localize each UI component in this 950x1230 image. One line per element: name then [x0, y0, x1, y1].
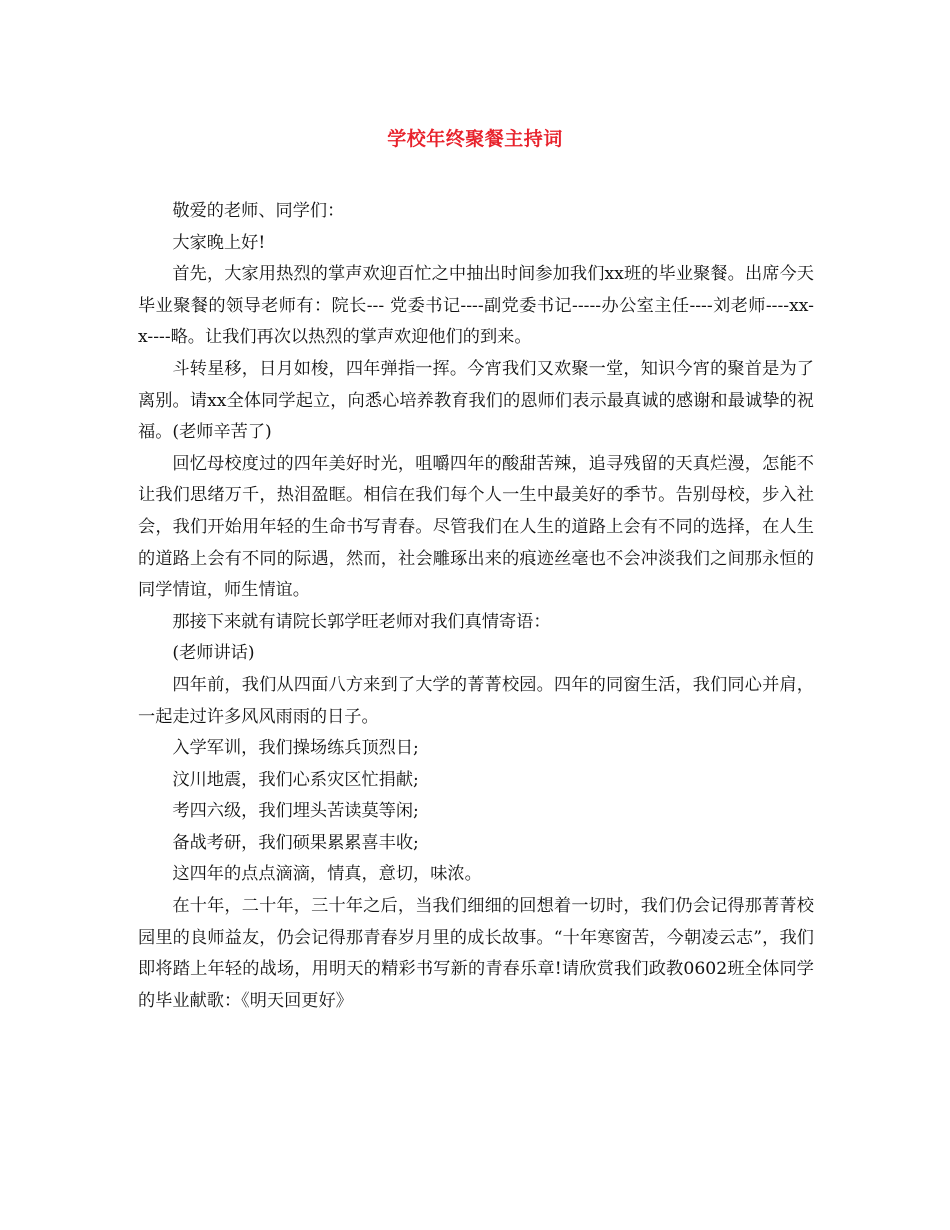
paragraph-earthquake: 汶川地震，我们心系灾区忙捐献;: [172, 769, 419, 790]
paragraph-military-training: 入学军训，我们操场练兵顶烈日;: [172, 738, 419, 759]
paragraph-teacher-speech: (老师讲话): [172, 643, 255, 664]
paragraph-cet-exams: 考四六级，我们埋头苦读莫等闲;: [172, 801, 419, 822]
document-body: [138, 196, 814, 1017]
paragraph-thanks-teachers: 斗转星移，日月如梭，四年弹指一挥。今宵我们又欢聚一堂，知识今宵的聚首是为了离别。请xx全体同学起立，向悉心培养教育我们的恩师们表示最真诚的感谢和最诚挚的祝福。(老师辛苦了): [138, 358, 814, 443]
document-title: 学校年终聚餐主持词: [387, 128, 563, 150]
paragraph-invite-dean: 那接下来就有请院长郭学旺老师对我们真情寄语：: [172, 611, 551, 632]
paragraph-good-evening: 大家晚上好!: [172, 232, 266, 253]
paragraph-graduate-exam: 备战考研，我们硕果累累喜丰收;: [172, 832, 419, 853]
paragraph-four-years-summary: 这四年的点点滴滴，情真，意切，味浓。: [172, 864, 482, 885]
paragraph-greeting: 敬爱的老师、同学们：: [172, 201, 345, 221]
paragraph-memories: 回忆母校度过的四年美好时光，咀嚼四年的酸甜苦辣，追寻残留的天真烂漫，怎能不让我们思绪万千，热泪盈眶。相信在我们每个人一生中最美好的季节。告别母校，步入社会，我们开始用年轻的生命书写青春。尽管我们在人生的道路上会有不同的选择，在人生的道路上会有不同的际遇，然而，社会雕琢出来的痕迹丝毫也不会冲淡我们之间那永恒的同学情谊，师生情谊。: [138, 453, 814, 601]
paragraph-future-song: 在十年，二十年，三十年之后，当我们细细的回想着一切时，我们仍会记得那菁菁校园里的良师益友，仍会记得那青春岁月里的成长故事。“十年寒窗苦，今朝凌云志”，我们即将踏上年轻的战场，用明天的精彩书写新的青春乐章!请欣赏我们政教0602班全体同学的毕业献歌：《明天回更好》: [138, 896, 814, 1011]
paragraph-four-years-ago: 四年前，我们从四面八方来到了大学的菁菁校园。四年的同窗生活，我们同心并肩，一起走过许多风风雨雨的日子。: [138, 674, 814, 727]
paragraph-welcome-guests: 首先，大家用热烈的掌声欢迎百忙之中抽出时间参加我们xx班的毕业聚餐。出席今天毕业聚餐的领导老师有：院长--- 党委书记----副党委书记-----办公室主任----刘老师----xx-x----略。让我们再次以热烈的掌声欢迎他们的到来。: [138, 264, 814, 348]
